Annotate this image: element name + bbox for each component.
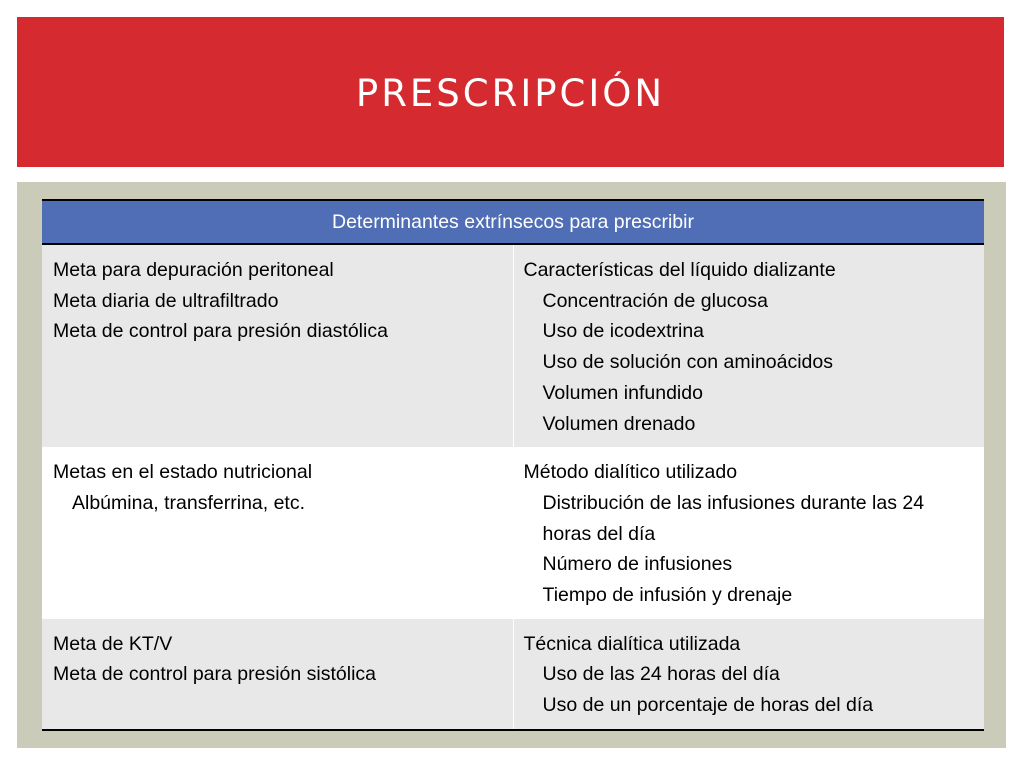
cell-item: Características del líquido dializante: [523, 259, 836, 281]
cell-subitem: Uso de un porcentaje de horas del día: [542, 694, 874, 717]
table-row: [42, 244, 984, 447]
table-cell-left: [42, 619, 513, 730]
cell-subitem: Volumen drenado: [542, 412, 696, 435]
cell-subitem: Distribución de las infusiones durante las 24 horas del día: [542, 491, 925, 545]
cell-item: Metas en el estado nutricional: [53, 461, 313, 484]
table-cell-left: [42, 244, 513, 447]
cell-subitem: Uso de solución con aminoácidos: [542, 351, 834, 374]
cell-item: Meta de control para presión sistólica: [53, 663, 376, 686]
cell-subitem: Albúmina, transferrina, etc.: [72, 491, 306, 514]
table-cell-right: [513, 619, 984, 730]
cell-item: Técnica dialítica utilizada: [523, 632, 741, 655]
cell-item: Meta de KT/V: [53, 632, 173, 655]
slide-title: PRESCRIPCIÓN: [355, 71, 666, 115]
cell-item: Meta para depuración peritoneal: [53, 259, 334, 281]
cell-subitem: Uso de icodextrina: [542, 320, 705, 343]
cell-subitem: Uso de las 24 horas del día: [542, 663, 780, 686]
table-row: [42, 447, 984, 619]
table-body: [42, 244, 984, 730]
table-cell-right: [513, 244, 984, 447]
determinants-table: [42, 199, 984, 731]
table-cell-left: [42, 447, 513, 619]
table-header-row: [42, 200, 984, 244]
table-row: [42, 619, 984, 730]
cell-subitem: Tiempo de infusión y drenaje: [542, 584, 793, 607]
table-header: Determinantes extrínsecos para prescribir: [42, 200, 984, 244]
title-band: [17, 17, 1004, 167]
cell-subitem: Concentración de glucosa: [542, 289, 768, 312]
cell-subitem: Volumen infundido: [542, 381, 703, 404]
cell-item: Método dialítico utilizado: [523, 461, 738, 484]
cell-item: Meta de control para presión diastólica: [53, 320, 388, 343]
table-cell-right: [513, 447, 984, 619]
cell-item: Meta diaria de ultrafiltrado: [53, 289, 279, 312]
cell-subitem: Número de infusiones: [542, 553, 733, 576]
